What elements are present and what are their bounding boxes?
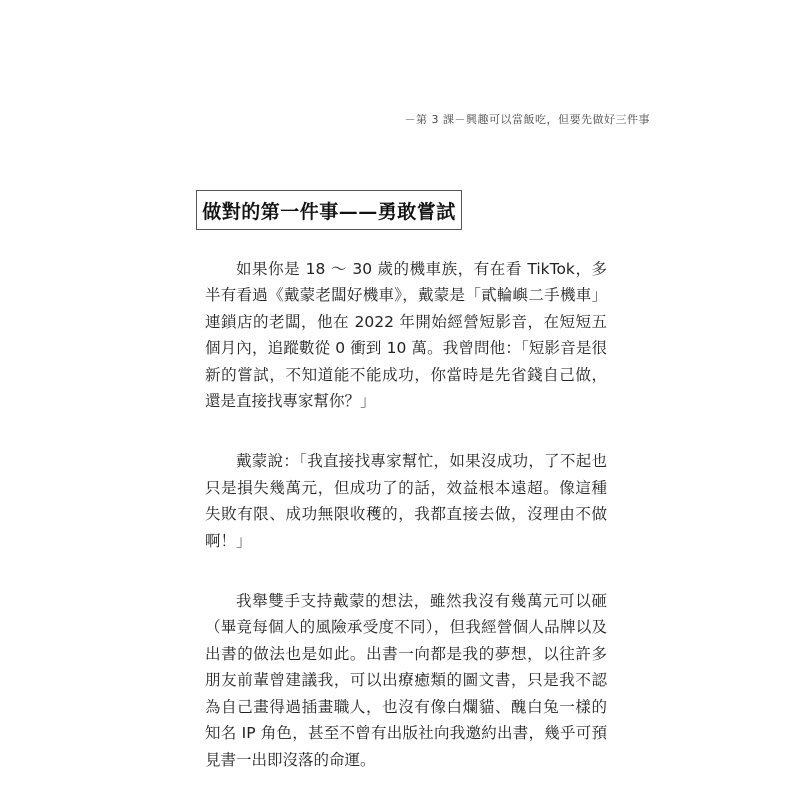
paragraph-1: 如果你是 18 ～ 30 歲的機車族，有在看 TikTok，多半有看過《戴蒙老闆好機車》，戴蒙是「貳輪嶼二手機車」連鎖店的老闆，他在 2022 年開始經營短影音，在短短五個月內，追蹤數從 0 衝到 10 萬。我曾問他：「短影音是很新的嘗試，不知道能不能成功，你當時是先省錢自己做，還是直接找專家幫你？」 (205, 260, 607, 411)
section-title-box (196, 190, 462, 230)
body-text (205, 256, 607, 807)
running-header: －第 3 課－興趣可以當飯吃，但要先做好三件事 (404, 113, 650, 126)
section-title: 做對的第一件事——勇敢嘗試 (202, 200, 456, 223)
paragraph-3: 我舉雙手支持戴蒙的想法，雖然我沒有幾萬元可以砸（畢竟每個人的風險承受度不同），但我經營個人品牌以及出書的做法也是如此。出書一向都是我的夢想，以往許多朋友前輩曾建議我，可以出療癒類的圖文書，只是我不認為自己畫得過插畫職人，也沒有像白爛貓、醜白兔一樣的知名 IP 角色，甚至不曾有出版社向我邀約出書，幾乎可預見書一出即沒落的命運。 (205, 592, 607, 769)
paragraph-2: 戴蒙說：「我直接找專家幫忙，如果沒成功，了不起也只是損失幾萬元，但成功了的話，效益根本遠超。像這種失敗有限、成功無限收穫的，我都直接去做，沒理由不做啊！」 (205, 452, 607, 550)
